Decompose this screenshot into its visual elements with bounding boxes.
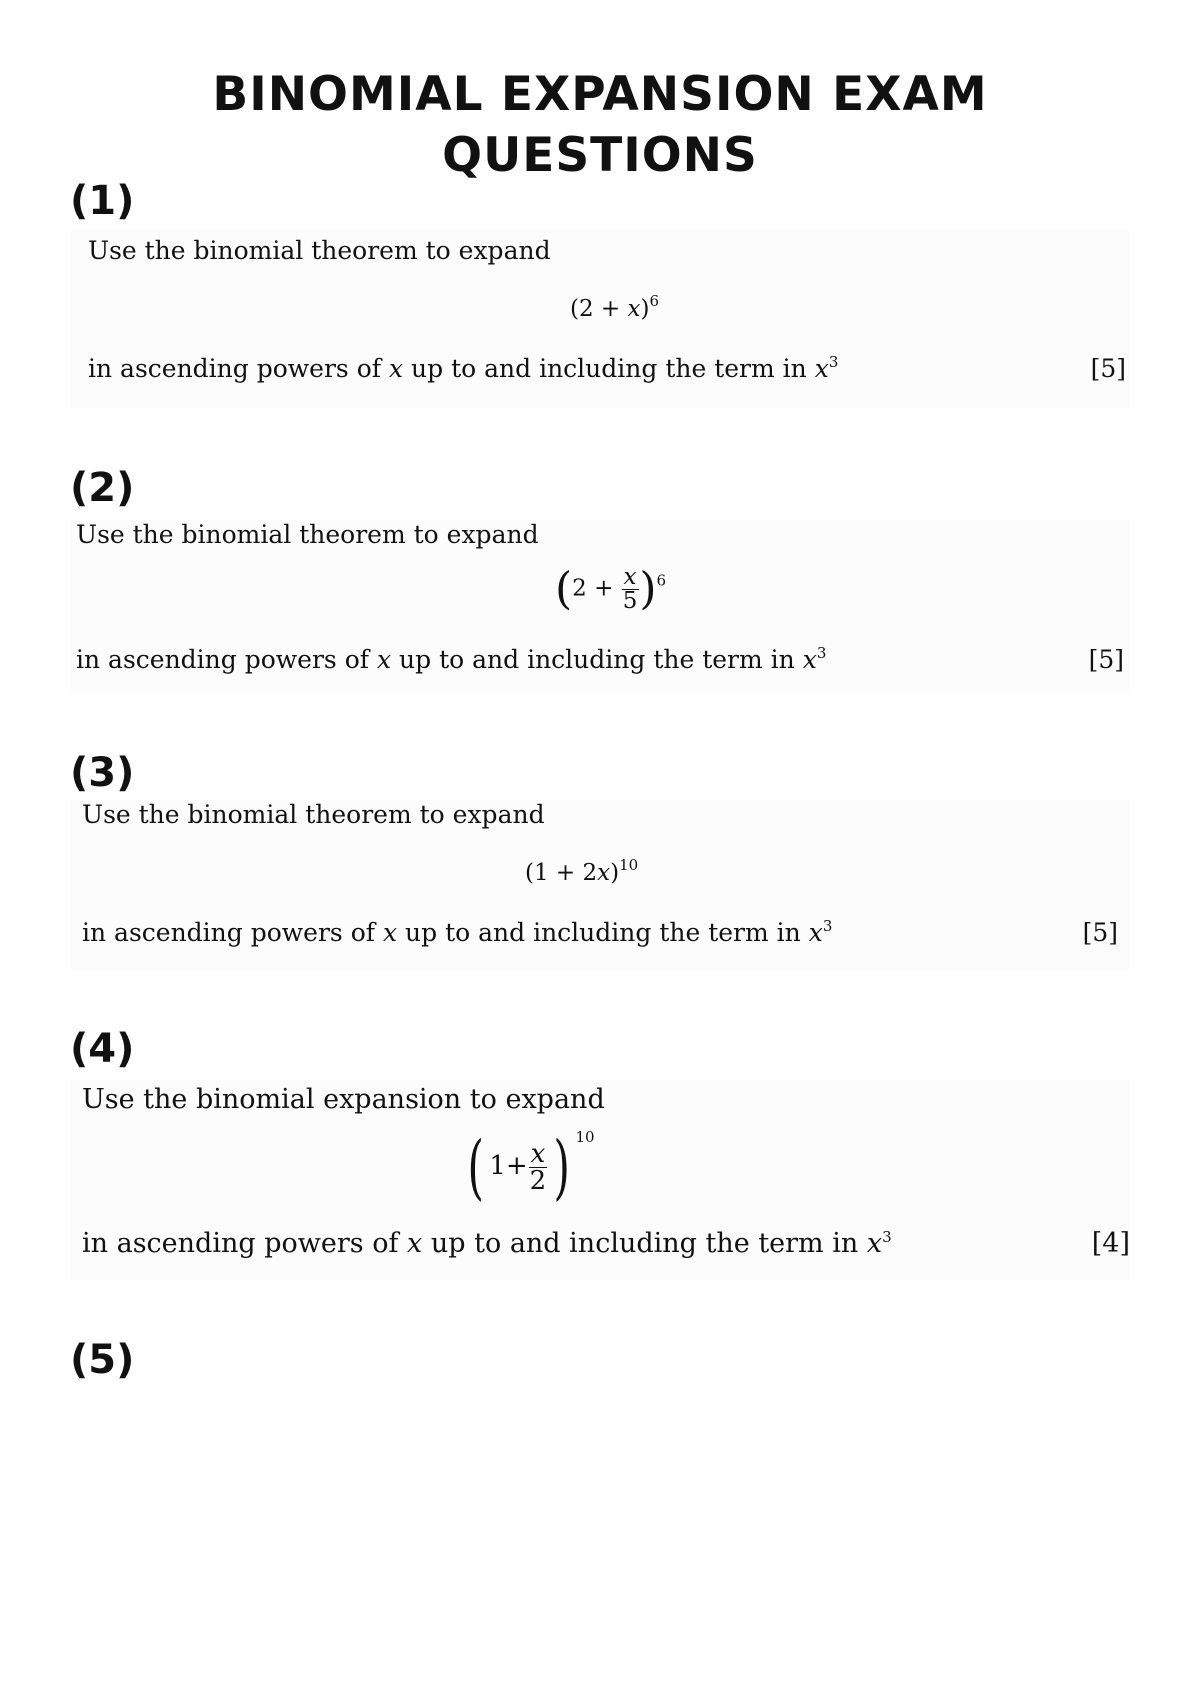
question-1-outro: in ascending powers of x up to and including the term in $x^3$ bbox=[88, 353, 839, 383]
question-3-intro: Use the binomial theorem to expand bbox=[82, 800, 545, 829]
title-line-2: QUESTIONS bbox=[442, 128, 758, 183]
question-2-intro: Use the binomial theorem to expand bbox=[76, 520, 539, 549]
question-1-intro: Use the binomial theorem to expand bbox=[88, 236, 551, 265]
page-title bbox=[0, 64, 1200, 186]
question-4-intro: Use the binomial expansion to expand bbox=[82, 1084, 605, 1115]
question-4-outro: in ascending powers of x up to and including the term in $x^3$ bbox=[82, 1228, 892, 1259]
question-number-2: (2) bbox=[70, 465, 135, 511]
question-2-marks: [5] bbox=[1088, 645, 1124, 674]
question-number-4: (4) bbox=[70, 1026, 135, 1072]
question-number-3: (3) bbox=[70, 750, 135, 796]
question-2-expression: (2 + $\frac{x}{5}$ )$^6$ bbox=[555, 563, 667, 615]
question-3 bbox=[70, 800, 1130, 970]
question-4-marks: [4] bbox=[1091, 1228, 1130, 1259]
question-3-marks: [5] bbox=[1082, 918, 1118, 947]
question-number-5: (5) bbox=[70, 1337, 135, 1383]
question-3-outro: in ascending powers of x up to and including the term in $x^3$ bbox=[82, 917, 833, 947]
question-number-1: (1) bbox=[70, 178, 135, 224]
question-2 bbox=[70, 520, 1130, 692]
question-1-expression: $(2 + x)^6$ bbox=[570, 292, 660, 322]
question-4 bbox=[70, 1080, 1130, 1280]
title-line-1: BINOMIAL EXPANSION EXAM bbox=[212, 67, 988, 122]
question-2-outro: in ascending powers of x up to and including the term in $x^3$ bbox=[76, 644, 827, 674]
question-3-expression: $(1 + 2x)^{10}$ bbox=[525, 856, 639, 886]
question-4-expression: ( 1+ $\frac{x}{2}$ ) $^{10}$ bbox=[467, 1126, 595, 1208]
question-1-marks: [5] bbox=[1090, 354, 1126, 383]
question-1 bbox=[70, 230, 1130, 408]
